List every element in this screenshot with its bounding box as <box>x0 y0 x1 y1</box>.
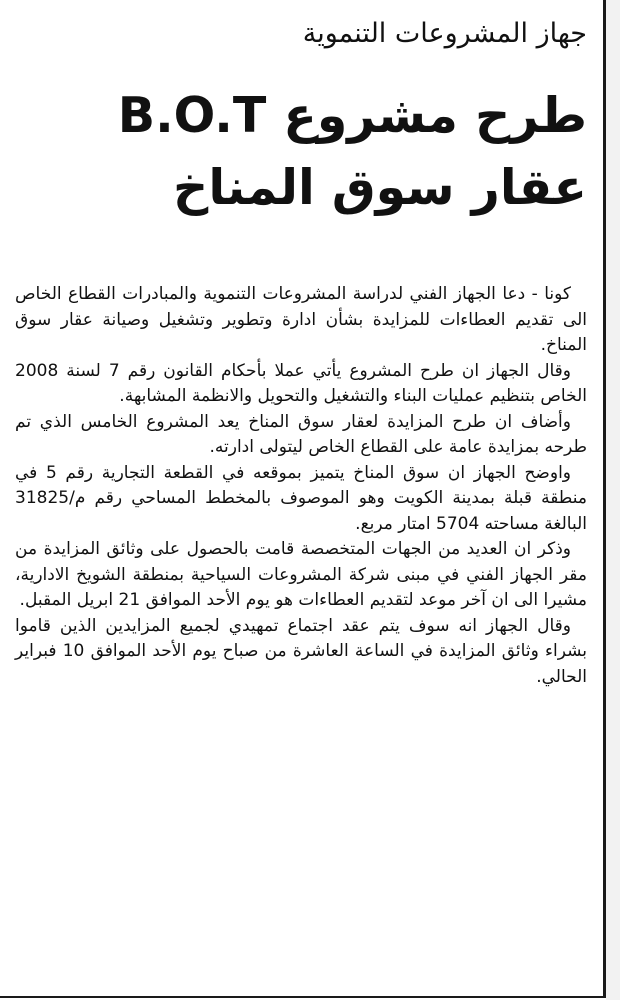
article-paragraph: وقال الجهاز انه سوف يتم عقد اجتماع تمهيدي لجميع المزايدين الذين قاموا بشراء وثائق المزايدة في الساعة العاشرة من صباح يوم الأحد الموافق 10 فبراير الحالي. <box>15 615 587 687</box>
article-paragraph: وأضاف ان طرح المزايدة لعقار سوق المناخ يعد المشروع الخامس الذي تم طرحه بمزايدة عامة على القطاع الخاص ليتولى ادارته. <box>15 411 587 457</box>
article-paragraph: وقال الجهاز ان طرح المشروع يأتي عملا بأحكام القانون رقم 7 لسنة 2008 الخاص بتنظيم عمليات البناء والتشغيل والتحويل والانظمة المشابهة. <box>15 360 587 406</box>
article-paragraph: واوضح الجهاز ان سوق المناخ يتميز بموقعه في القطعة التجارية رقم 5 في منطقة قبلة بمدينة الكويت وهو الموصوف بالمخطط المساحي رقم م/31825 البالغة مساحته 5704 امتار مربع. <box>15 462 587 534</box>
article-body <box>15 282 587 690</box>
kicker-heading: جهاز المشروعات التنموية <box>302 18 587 49</box>
headline-line-1: طرح مشروع B.O.T <box>117 87 587 144</box>
headline-line-2: عقار سوق المناخ <box>173 159 587 216</box>
page-edge <box>606 0 620 1000</box>
headline <box>118 80 587 224</box>
article-paragraph: وذكر ان العديد من الجهات المتخصصة قامت بالحصول على وثائق المزايدة من مقر الجهاز الفني في مبنى شركة المشروعات السياحية بمنطقة الشويخ الادارية، مشيرا الى ان آخر موعد لتقديم العطاءات هو يوم الأحد الموافق 21 ابريل المقبل. <box>15 539 587 610</box>
article-paragraph: كونا - دعا الجهاز الفني لدراسة المشروعات التنموية والمبادرات القطاع الخاص الى تقديم العطاءات للمزايدة بشأن ادارة وتطوير وتشغيل وصيانة عقار سوق المناخ. <box>15 284 587 355</box>
